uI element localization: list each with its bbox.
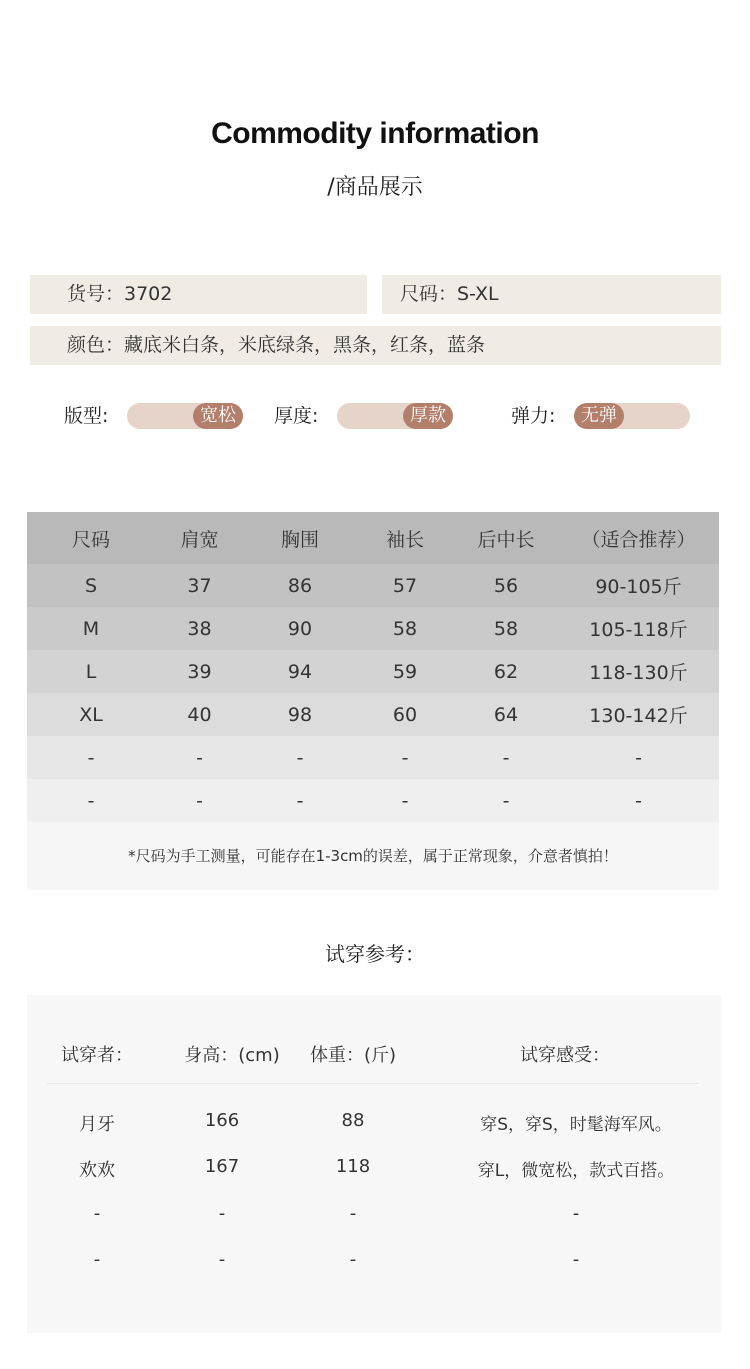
table-cell: 40 (187, 703, 212, 726)
table-cell: - (196, 789, 203, 812)
try-cell: - (93, 1203, 101, 1224)
table-cell: 57 (392, 574, 418, 597)
table-cell: 58 (493, 617, 519, 640)
table-cell: 56 (493, 574, 519, 597)
try-cell: 167 (204, 1156, 240, 1177)
table-cell: - (87, 789, 95, 812)
table-cell: - (296, 789, 304, 812)
spec-label-elasticity: 弹力: (511, 405, 556, 427)
spec-pill-fit (127, 403, 243, 429)
table-cell: 37 (187, 574, 212, 597)
size-header-cell: 后中长 (477, 528, 535, 551)
try-header-feedback: 试穿感受： (520, 1045, 610, 1066)
size-header-cell: 肩宽 (180, 528, 219, 551)
table-cell: 39 (187, 660, 212, 683)
try-header-tester: 试穿者： (61, 1045, 133, 1066)
spec-chip-thickness: 厚款 (403, 403, 453, 429)
table-cell: 98 (287, 703, 313, 726)
spec-chip-fit: 宽松 (193, 403, 243, 429)
try-cell: - (218, 1203, 226, 1224)
spec-pill-thickness (337, 403, 453, 429)
table-row (27, 779, 719, 822)
try-cell: 月牙 (79, 1114, 115, 1135)
try-header-height: 身高：(cm) (184, 1045, 280, 1066)
item-number-box: 货号：3702 (30, 275, 367, 314)
spec-pill-elasticity (574, 403, 690, 429)
size-note: *尺码为手工测量，可能存在1-3cm的误差，属于正常现象，介意者慎拍！ (27, 822, 719, 890)
try-cell: 穿L，微宽松，款式百搭。 (477, 1161, 675, 1181)
table-cell: 58 (392, 617, 418, 640)
table-cell: XL (79, 703, 103, 726)
size-table (27, 512, 719, 822)
table-cell: 60 (392, 703, 418, 726)
table-cell: M (82, 617, 100, 640)
try-cell: 欢欢 (79, 1160, 115, 1181)
table-cell: - (296, 746, 304, 769)
table-cell: 90 (287, 617, 313, 640)
table-cell: - (87, 746, 95, 769)
try-cell: 穿S，穿S，时髦海军风。 (480, 1115, 672, 1135)
table-cell: - (196, 746, 203, 769)
table-cell: 86 (287, 574, 313, 597)
table-cell: 94 (287, 660, 313, 683)
spec-chip-elasticity: 无弹 (574, 403, 624, 429)
size-range-box: 尺码：S-XL (382, 275, 721, 314)
spec-label-fit: 版型: (64, 405, 109, 427)
table-cell: 105-118斤 (589, 619, 688, 641)
size-header-cell: 胸围 (280, 528, 319, 551)
title-english: Commodity information (211, 117, 539, 150)
color-options-box: 颜色：藏底米白条，米底绿条，黑条，红条，蓝条 (30, 326, 721, 365)
try-divider (47, 1083, 699, 1084)
try-on-title: 试穿参考： (325, 942, 425, 966)
table-cell: S (84, 574, 98, 597)
table-cell: - (401, 746, 409, 769)
table-row (27, 564, 719, 607)
try-cell: - (572, 1249, 580, 1270)
table-cell: 118-130斤 (589, 662, 688, 684)
table-row (27, 736, 719, 779)
table-row (27, 607, 719, 650)
size-header-cell: （适合推荐） (581, 528, 696, 551)
title-chinese: /商品展示 (327, 175, 423, 200)
size-table-header (27, 512, 719, 564)
table-cell: 62 (493, 660, 519, 683)
table-cell: 90-105斤 (595, 576, 682, 598)
try-cell: - (93, 1249, 101, 1270)
table-row (27, 693, 719, 736)
table-cell: - (502, 746, 510, 769)
try-cell: - (349, 1203, 357, 1224)
try-cell: 166 (204, 1110, 240, 1131)
spec-label-thickness: 厚度: (274, 405, 319, 427)
table-cell: L (85, 660, 97, 683)
try-cell: 88 (341, 1110, 365, 1131)
try-cell: - (349, 1249, 357, 1270)
table-cell: - (635, 746, 642, 769)
table-cell: - (401, 789, 409, 812)
table-row (27, 650, 719, 693)
table-cell: 59 (392, 660, 418, 683)
try-header-weight: 体重：(斤) (309, 1045, 397, 1066)
try-cell: - (218, 1249, 226, 1270)
table-cell: 130-142斤 (589, 705, 688, 727)
size-header-cell: 尺码 (71, 528, 110, 551)
try-cell: 118 (335, 1156, 371, 1177)
table-cell: - (502, 789, 510, 812)
table-cell: 38 (187, 617, 212, 640)
size-header-cell: 袖长 (385, 528, 424, 551)
try-cell: - (572, 1203, 580, 1224)
table-cell: 64 (493, 703, 519, 726)
table-cell: - (635, 789, 642, 812)
